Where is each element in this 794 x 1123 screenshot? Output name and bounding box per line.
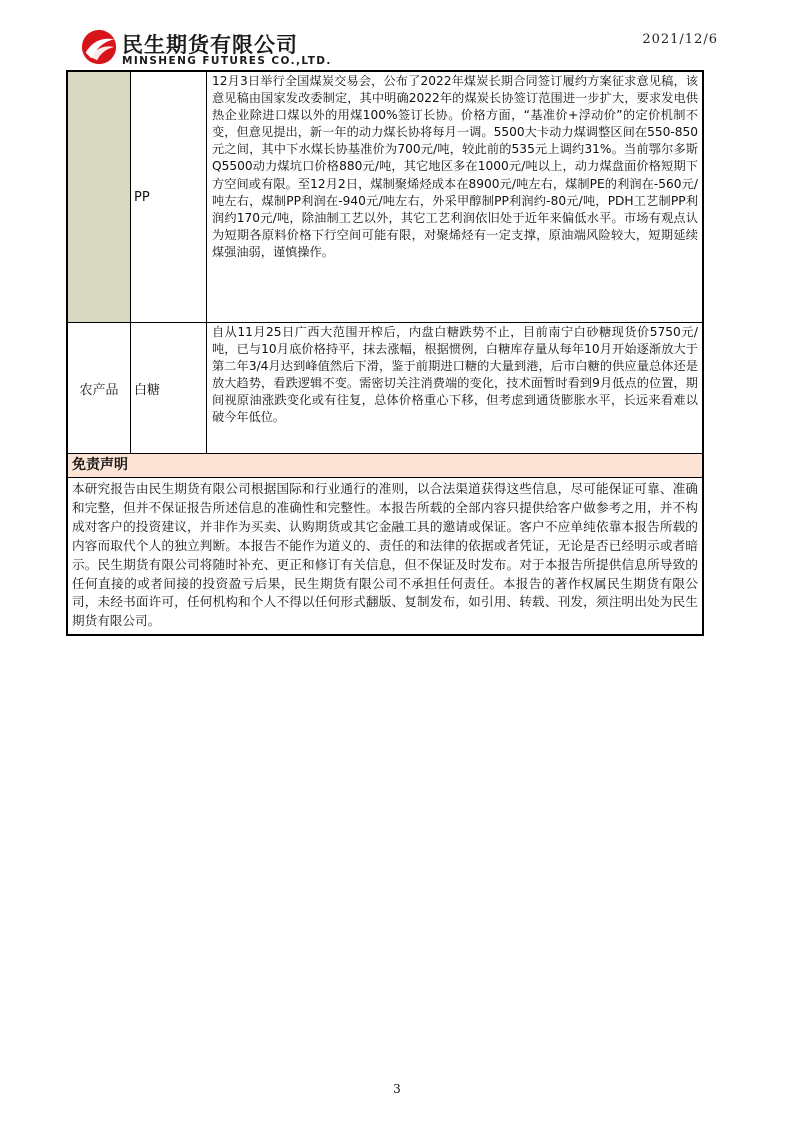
category-cell [68, 72, 131, 322]
commentary-table [66, 70, 704, 636]
commentary-cell: 12月3日举行全国煤炭交易会，公布了2022年煤炭长期合同签订履约方案征求意见稿，该意见稿由国家发改委制定，其中明确2022年的煤炭长协签订范围进一步扩大，要求发电供热企业除进口煤以外的用煤100%签订长协。价格方面，“基准价+浮动价”的定价机制不变，但意见提出，新一年的动力煤长协将每月一调。5500大卡动力煤调整区间在550-850元之间，其中下水煤长协基准价为700元/吨，较此前的535元上调约31%。当前鄂尔多斯Q5500动力煤坑口价格880元/吨，其它地区多在1000元/吨以上，动力煤盘面价格短期下方空间或有限。至12月2日，煤制聚烯烃成本在8900元/吨左右，煤制PE的利润在-560元/吨左右，煤制PP利润在-940元/吨左右，外采甲醇制PP利润约-80元/吨，PDH工艺制PP利润约170元/吨，除油制工艺以外，其它工艺利润依旧处于近年来偏低水平。市场有观点认为短期各原料价格下行空间可能有限，对聚烯烃有一定支撑，原油端风险较大，短期延续煤强油弱，谨慎操作。 [212, 74, 698, 259]
disclaimer-body: 本研究报告由民生期货有限公司根据国际和行业通行的准则，以合法渠道获得这些信息，尽可能保证可靠、准确和完整，但并不保证报告所述信息的准确性和完整性。本报告所载的全部内容只提供给客户做参考之用，并不构成对客户的投资建议，并非作为买卖、认购期货或其它金融工具的邀请或保证。客户不应单纯依靠本报告所载的内容而取代个人的独立判断。本报告不能作为道义的、责任的和法律的依据或者凭证，无论是否已经明示或者暗示。民生期货有限公司将随时补充、更正和修订有关信息，但不保证及时发布。对于本报告所提供信息所导致的任何直接的或者间接的投资盈亏后果，民生期货有限公司不承担任何责任。本报告的著作权属民生期货有限公司，未经书面许可，任何机构和个人不得以任何形式翻版、复制发布，如引用、转载、刊发，须注明出处为民生期货有限公司。 [72, 481, 698, 629]
company-name-cn: 民生期货有限公司 [122, 33, 298, 57]
product-cell: 白糖 [131, 323, 207, 453]
company-name-en: MINSHENG FUTURES CO.,LTD. [122, 55, 332, 67]
minsheng-logo-icon [80, 28, 118, 66]
report-date: 2021/12/6 [642, 32, 718, 47]
product-cell: PP [131, 72, 207, 322]
page-header [0, 0, 794, 70]
table-row [68, 323, 702, 454]
table-row [68, 72, 702, 323]
disclaimer-title: 免责声明 [68, 454, 702, 478]
disclaimer-section [68, 454, 702, 634]
category-cell: 农产品 [68, 323, 131, 453]
page-number: 3 [393, 1082, 401, 1096]
commentary-cell: 自从11月25日广西大范围开榨后，内盘白糖跌势不止，目前南宁白砂糖现货价5750元/吨，已与10月底价格持平，抹去涨幅，根据惯例，白糖库存量从每年10月开始逐渐放大于第二年3/4月达到峰值然后下滑，鉴于前期进口糖的大量到港，后市白糖的供应量总体还是放大趋势，看跌逻辑不变。需密切关注消费端的变化，技术面暂时看到9月低点的位置，期间视原油涨跌变化或有往复，总体价格重心下移，但考虑到通货膨胀水平，长远来看难以破今年低位。 [212, 325, 698, 425]
